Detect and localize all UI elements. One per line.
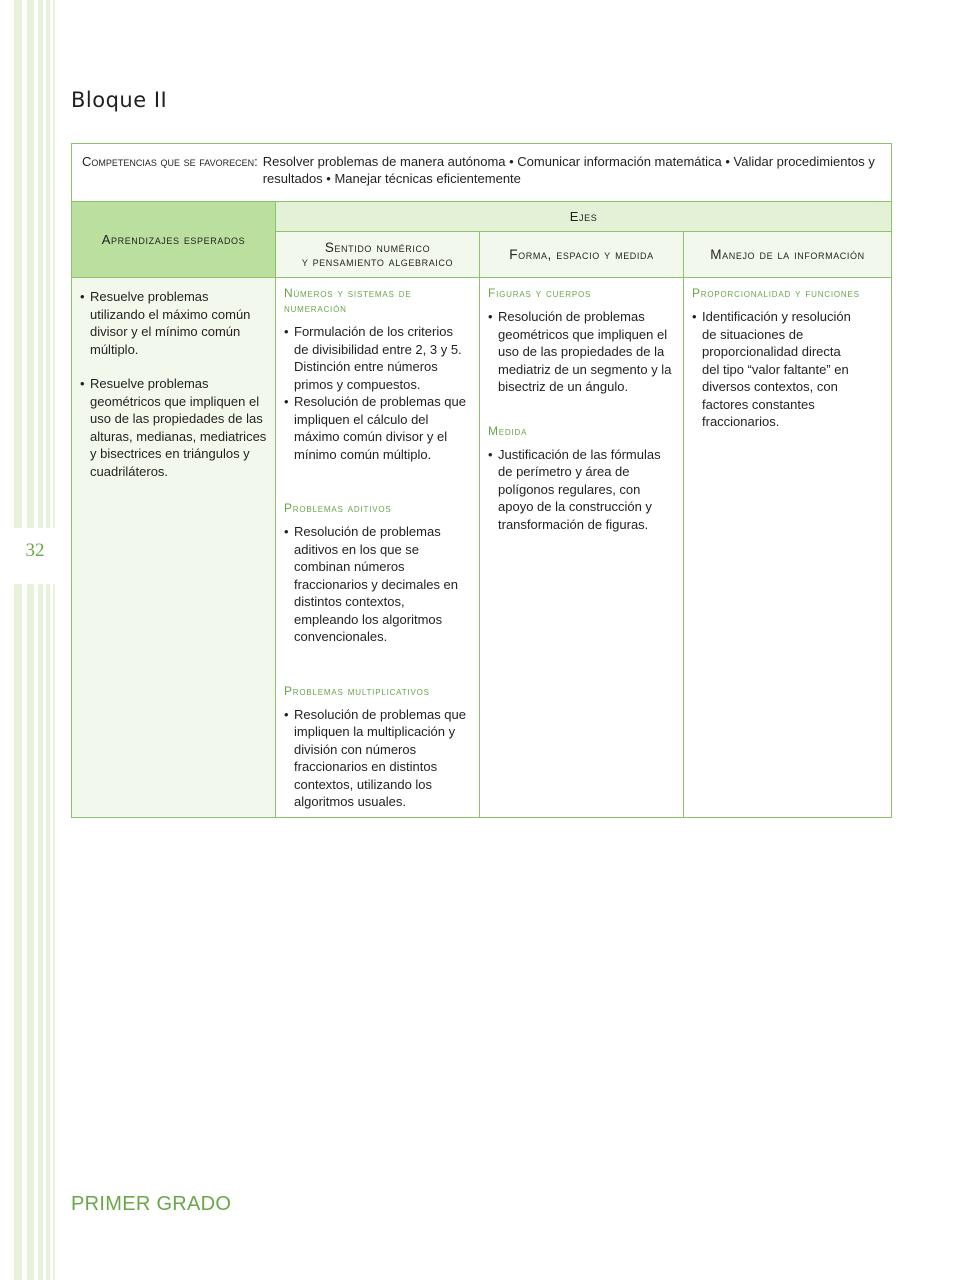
subheading-numeros: Números y sistemas de numeración [284, 286, 412, 315]
aprendizajes-list [80, 288, 267, 480]
list-item: • Justificación de las fórmulas de perímetro y área de polígonos regulares, con apoyo de la construcción y transformación de figuras. [488, 446, 675, 534]
aprendizajes-column [72, 278, 276, 818]
page-number: 32 [25, 540, 45, 561]
forma-column [480, 278, 684, 818]
aprendizajes-header: Aprendizajes esperados [72, 202, 276, 278]
subheading-medida: Medida [488, 423, 528, 438]
competencias-text: Resolver problemas de manera autónoma • Comunicar información matemática • Validar procedimientos y resultados • Manejar técnicas eficientemente [262, 154, 875, 186]
block-title: Bloque II [71, 88, 168, 112]
list-item: • Formulación de los criterios de divisibilidad entre 2, 3 y 5. Distinción entre números primos y compuestos. [284, 323, 471, 393]
axis-header-line: Sentido numérico [324, 239, 431, 255]
curriculum-table [71, 143, 892, 818]
list-item: • Resolución de problemas aditivos en los que se combinan números fraccionarios y decimales en distintos contextos, empleando los algoritmos convencionales. [284, 523, 471, 646]
manejo-column [684, 278, 892, 818]
medida-list [488, 446, 675, 534]
subheading-figuras: Figuras y cuerpos [488, 286, 592, 300]
sentido-column [276, 278, 480, 818]
axis-header-line: Manejo de la información [710, 247, 865, 262]
list-item: • Resuelve problemas geométricos que impliquen el uso de las propiedades de las alturas, medianas, mediatrices y bisectrices en triángulos y cuadriláteros. [80, 375, 267, 480]
figuras-list [488, 308, 675, 396]
axis-header-forma [480, 232, 684, 278]
footer-grade-title: PRIMER GRADO [71, 1193, 232, 1215]
axis-header-manejo [684, 232, 892, 278]
list-item: • Resolución de problemas que impliquen el cálculo del máximo común divisor y el mínimo común múltiplo. [284, 393, 471, 463]
subheading-multiplicativos: Problemas multiplicativos [284, 683, 430, 698]
proporcionalidad-list [692, 308, 883, 431]
axis-header-line: y pensamiento algebraico [301, 254, 454, 269]
list-item: • Identificación y resolución de situaciones de proporcionalidad directa del tipo “valor faltante” en diversos contextos, con factores constantes fraccionarios. [692, 308, 883, 431]
numeros-list [284, 323, 471, 463]
decorative-stripes [0, 0, 60, 1280]
aditivos-list [284, 523, 471, 646]
subheading-aditivos: Problemas aditivos [284, 501, 392, 515]
list-item: • Resolución de problemas geométricos que impliquen el uso de las propiedades de la mediatriz de un segmento y la bisectriz de un ángulo. [488, 308, 675, 396]
list-item: • Resolución de problemas que impliquen la multiplicación y división con números fraccionarios en distintos contextos, utilizando los algoritmos usuales. [284, 706, 471, 811]
ejes-header: Ejes [276, 202, 892, 232]
subheading-proporcionalidad: Proporcionalidad y funciones [692, 286, 860, 300]
list-item: • Resuelve problemas utilizando el máximo común divisor y el mínimo común múltiplo. [80, 288, 267, 358]
multiplicativos-list [284, 706, 471, 811]
axis-header-line: Forma, espacio y medida [509, 247, 654, 262]
competencias-row [72, 144, 892, 202]
competencias-label: Competencias que se favorecen: [82, 154, 258, 169]
axis-header-sentido [276, 232, 480, 278]
